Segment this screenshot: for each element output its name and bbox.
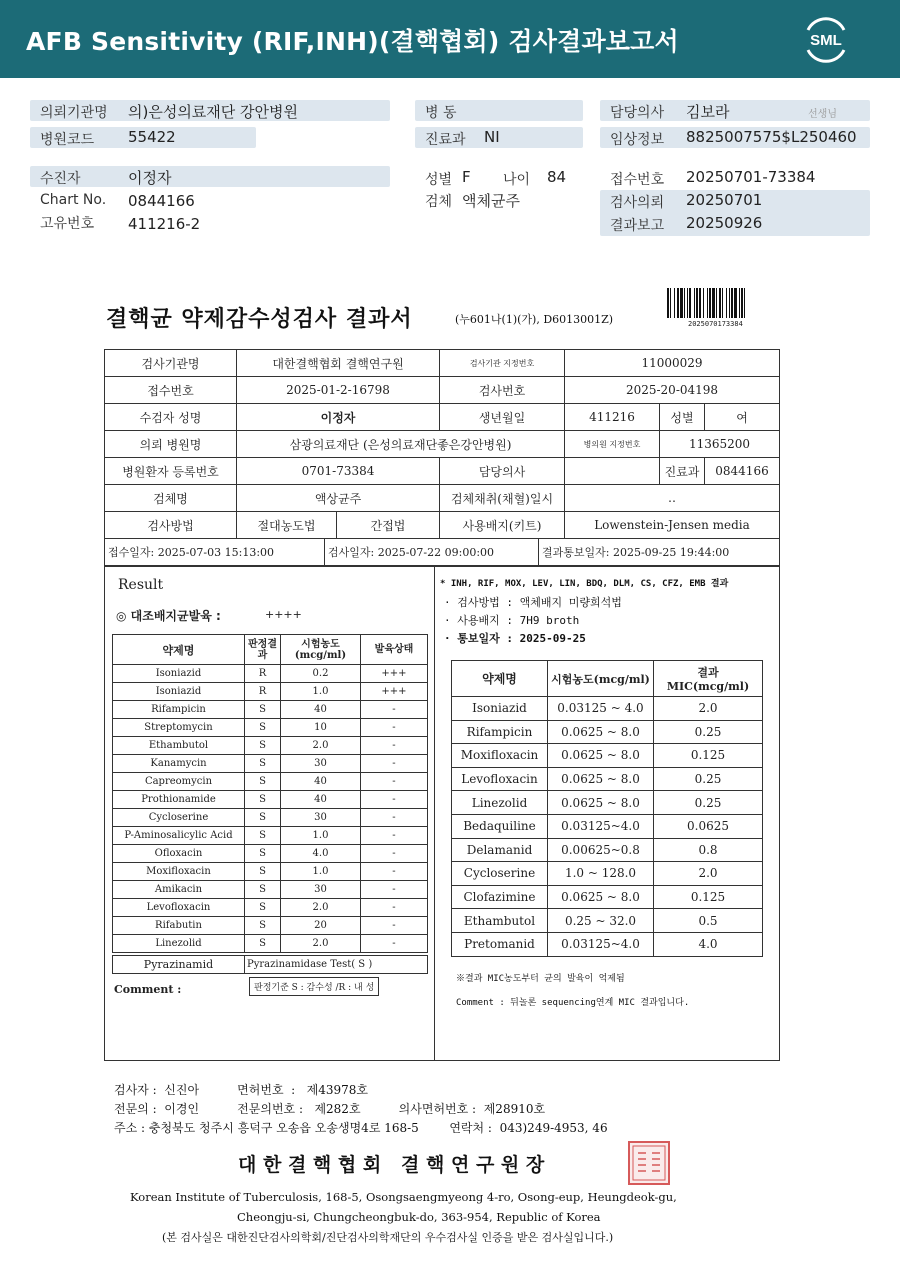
barcode-bar: [674, 288, 675, 318]
table-cell: 0.0625 ~ 8.0: [548, 791, 654, 815]
table-cell: 1.0: [281, 863, 361, 881]
table-row: [452, 697, 763, 721]
barcode-bar: [739, 288, 740, 318]
table-cell: -: [361, 737, 428, 755]
table-cell: 40: [281, 701, 361, 719]
info-cell: 2025-01-2-16798: [237, 377, 440, 404]
table-cell: Moxifloxacin: [452, 744, 548, 768]
table-cell: 0.25: [654, 791, 763, 815]
barcode-bar: [667, 288, 669, 318]
table-cell: 2.0: [654, 697, 763, 721]
doctor-value: 김보라: [686, 103, 730, 121]
table-cell: Rifampicin: [113, 701, 245, 719]
id-value: 411216-2: [128, 215, 201, 233]
info-cell: 대한결핵협회 결핵연구원: [237, 350, 440, 377]
table-cell: 1.0 ~ 128.0: [548, 862, 654, 886]
info-cell: 사용배지(키트): [440, 512, 565, 539]
barcode-bar: [699, 288, 701, 318]
table-cell: 30: [281, 809, 361, 827]
org-name: 대 한 결 핵 협 회 결 핵 연 구 원 장: [238, 1154, 545, 1176]
table-row: [452, 838, 763, 862]
table-cell: S: [245, 899, 281, 917]
footer-line3: 주소 : 충청북도 청주시 흥덕구 오송읍 오송생명4로 168-5 연락처 : 043)249-4953, 46: [114, 1121, 608, 1135]
table-cell: 20: [281, 917, 361, 935]
table-cell: 0.03125 ~ 4.0: [548, 697, 654, 721]
info-cell: 검체명: [105, 485, 237, 512]
info-cell: 간접법: [337, 512, 440, 539]
table-row: [113, 881, 428, 899]
barcode: [667, 288, 777, 318]
table-cell: 2.0: [281, 899, 361, 917]
table-cell: Capreomycin: [113, 773, 245, 791]
info-cell: 절대농도법: [237, 512, 337, 539]
info-cell: ‥: [565, 485, 780, 512]
table-row: [113, 791, 428, 809]
pza-table: [112, 955, 428, 974]
table-cell: 0.03125~4.0: [548, 814, 654, 838]
table-cell: 0.125: [654, 885, 763, 909]
table-cell: -: [361, 791, 428, 809]
barcode-bar: [722, 288, 723, 318]
table-row: [113, 665, 428, 683]
code-label: 병원코드: [40, 132, 95, 148]
patient-value: 이정자: [128, 169, 172, 187]
doctor-label: 담당의사: [610, 105, 665, 121]
info-cell: 담당의사: [440, 458, 565, 485]
header-cell: 약제명: [452, 661, 548, 697]
table-cell: 1.0: [281, 683, 361, 701]
drug-table-left: [112, 634, 428, 953]
table-row: [452, 814, 763, 838]
barcode-bar: [731, 288, 733, 318]
table-cell: Levofloxacin: [452, 767, 548, 791]
table-cell: Cycloserine: [113, 809, 245, 827]
table-cell: S: [245, 917, 281, 935]
dates-table: [104, 538, 780, 566]
header-cell: 판정결과: [245, 635, 281, 665]
table-row: [452, 909, 763, 933]
table-cell: 0.0625: [654, 814, 763, 838]
table-cell: Isoniazid: [113, 683, 245, 701]
barcode-bar: [687, 288, 688, 318]
table-cell: Clofazimine: [452, 885, 548, 909]
date-cell: 결과통보일자: 2025-09-25 19:44:00: [539, 539, 780, 566]
clinic-value: 8825007575$L250460: [686, 128, 857, 146]
info-cell: 접수번호: [105, 377, 237, 404]
chart-label: Chart No.: [40, 192, 107, 208]
table-row: [452, 744, 763, 768]
table-cell: 0.25: [654, 767, 763, 791]
table-cell: Cycloserine: [452, 862, 548, 886]
footer-line1: 검사자 : 신진아 면허번호 : 제43978호: [114, 1083, 369, 1097]
seal-pattern-icon: [630, 1143, 668, 1183]
report-header: [0, 0, 900, 78]
table-cell: -: [361, 917, 428, 935]
table-row: [113, 737, 428, 755]
table-cell: Ethambutol: [452, 909, 548, 933]
date-cell: 접수일자: 2025-07-03 15:13:00: [105, 539, 325, 566]
table-cell: Prothionamide: [113, 791, 245, 809]
table-cell: 30: [281, 755, 361, 773]
table-cell: -: [361, 935, 428, 953]
info-cell: 0844166: [705, 458, 780, 485]
clinic-label: 임상정보: [610, 132, 665, 148]
table-row: [452, 767, 763, 791]
table-cell: -: [361, 827, 428, 845]
barcode-number: 2025070173384: [688, 320, 743, 328]
table-cell: 0.00625~0.8: [548, 838, 654, 862]
table-cell: Ofloxacin: [113, 845, 245, 863]
date-cell: 검사일자: 2025-07-22 09:00:00: [325, 539, 539, 566]
table-cell: S: [245, 701, 281, 719]
barcode-bar: [680, 288, 683, 318]
table-cell: 0.03125~4.0: [548, 932, 654, 956]
official-seal: [628, 1141, 670, 1185]
table-cell: S: [245, 737, 281, 755]
footer-line2: 전문의 : 이경인 전문의번호 : 제282호 의사면허번호 : 제28910호: [114, 1102, 546, 1116]
info-cell: 검체채취(채혈)일시: [440, 485, 565, 512]
header-cell: 시험농도(mcg/ml): [281, 635, 361, 665]
table-cell: Amikacin: [113, 881, 245, 899]
header-cell: 발육상태: [361, 635, 428, 665]
table-cell: 30: [281, 881, 361, 899]
table-cell: 0.0625 ~ 8.0: [548, 767, 654, 791]
ward-label: 병 동: [425, 105, 457, 121]
request-value: 20250701: [686, 191, 763, 209]
barcode-bar: [734, 288, 737, 318]
table-cell: +++: [361, 665, 428, 683]
table-cell: Streptomycin: [113, 719, 245, 737]
control-value: ++++: [265, 608, 302, 621]
table-cell: Levofloxacin: [113, 899, 245, 917]
table-row: [113, 863, 428, 881]
table-cell: 4.0: [654, 932, 763, 956]
table-cell: Kanamycin: [113, 755, 245, 773]
barcode-bar: [712, 288, 715, 318]
header-cell: 시험농도(mcg/ml): [548, 661, 654, 697]
table-cell: 0.25: [654, 720, 763, 744]
barcode-bar: [741, 288, 743, 318]
table-cell: Bedaquiline: [452, 814, 548, 838]
specimen-label: 검체: [425, 194, 453, 210]
barcode-bar: [696, 288, 698, 318]
right-line2: · 검사방법 : 액체배지 미량희석법: [444, 596, 622, 609]
info-cell: 0701-73384: [237, 458, 440, 485]
table-cell: 0.0625 ~ 8.0: [548, 720, 654, 744]
table-cell: Ethambutol: [113, 737, 245, 755]
table-cell: 40: [281, 773, 361, 791]
result-label: Result: [118, 577, 164, 593]
sex-value: F: [462, 168, 471, 186]
info-cell: 11000029: [565, 350, 780, 377]
table-cell: S: [245, 809, 281, 827]
right-note: ※결과 MIC농도부터 균의 발육이 억제됨: [456, 974, 625, 984]
pza-name: Pyrazinamid: [113, 956, 245, 974]
table-cell: Isoniazid: [113, 665, 245, 683]
barcode-bar: [694, 288, 695, 318]
info-cell: 2025-20-04198: [565, 377, 780, 404]
info-cell: 성별: [660, 404, 705, 431]
table-row: [452, 932, 763, 956]
panel-divider: [434, 566, 435, 1061]
info-cell: 삼광의료재단 (은성의료재단좋은강안병원): [237, 431, 565, 458]
header-cell: 약제명: [113, 635, 245, 665]
info-cell: 액상균주: [237, 485, 440, 512]
info-cell: 검사기관명: [105, 350, 237, 377]
table-cell: S: [245, 845, 281, 863]
table-cell: R: [245, 683, 281, 701]
info-cell: 여: [705, 404, 780, 431]
table-row: [113, 683, 428, 701]
table-cell: -: [361, 899, 428, 917]
table-row: [113, 809, 428, 827]
barcode-bar: [729, 288, 730, 318]
info-cell: [565, 458, 660, 485]
table-cell: 4.0: [281, 845, 361, 863]
table-cell: Moxifloxacin: [113, 863, 245, 881]
sex-label: 성별: [425, 172, 453, 188]
table-cell: 0.8: [654, 838, 763, 862]
barcode-bar: [744, 288, 745, 318]
barcode-bar: [726, 288, 727, 318]
table-cell: -: [361, 863, 428, 881]
table-cell: Linezolid: [452, 791, 548, 815]
table-row: [452, 791, 763, 815]
table-cell: S: [245, 935, 281, 953]
table-cell: 0.125: [654, 744, 763, 768]
table-cell: S: [245, 827, 281, 845]
info-cell: 생년월일: [440, 404, 565, 431]
info-cell: 의뢰 병원명: [105, 431, 237, 458]
table-cell: S: [245, 719, 281, 737]
table-row: [113, 773, 428, 791]
specimen-value: 액체균주: [462, 192, 520, 210]
info-cell: 이정자: [237, 404, 440, 431]
right-line1: * INH, RIF, MOX, LEV, LIN, BDQ, DLM, CS, CFZ, EMB 결과: [440, 579, 729, 589]
hospital-value: 의)은성의료재단 강안병원: [128, 103, 299, 121]
table-cell: 0.2: [281, 665, 361, 683]
table-cell: Rifabutin: [113, 917, 245, 935]
table-cell: Isoniazid: [452, 697, 548, 721]
table-cell: S: [245, 881, 281, 899]
drug-table-right: [451, 660, 763, 957]
info-cell: Lowenstein-Jensen media: [565, 512, 780, 539]
right-comment: Comment : 뒤놀론 sequencing연계 MIC 결과입니다.: [456, 998, 690, 1008]
age-label: 나이: [503, 172, 531, 188]
table-row: [452, 885, 763, 909]
info-cell: 검사방법: [105, 512, 237, 539]
doctor-suffix: 선생님: [808, 109, 837, 120]
receipt-value: 20250701-73384: [686, 168, 816, 186]
age-value: 84: [547, 168, 567, 186]
criteria-box: 판정기준 S : 감수성 /R : 내 성: [249, 977, 379, 996]
hospital-label: 의뢰기관명: [40, 105, 108, 121]
table-row: [452, 862, 763, 886]
table-cell: -: [361, 809, 428, 827]
table-row: [113, 899, 428, 917]
pza-value: Pyrazinamidase Test( S ): [245, 956, 428, 974]
dept-value: NI: [484, 128, 500, 146]
right-line3: · 사용배지 : 7H9 broth: [444, 614, 580, 627]
report-value: 20250926: [686, 214, 763, 232]
table-cell: 0.5: [654, 909, 763, 933]
control-label: ◎ 대조배지균발육 :: [116, 609, 221, 623]
table-cell: 40: [281, 791, 361, 809]
table-cell: 0.0625 ~ 8.0: [548, 885, 654, 909]
sml-logo: [800, 14, 852, 64]
table-row: [113, 701, 428, 719]
barcode-bar: [719, 288, 721, 318]
document-subtitle: (누601나(1)(가), D6013001Z): [455, 313, 614, 326]
table-cell: S: [245, 755, 281, 773]
table-cell: 2.0: [281, 935, 361, 953]
barcode-bar: [707, 288, 708, 318]
code-value: 55422: [128, 128, 176, 146]
footer-cert: (본 검사실은 대한진단검사의학회/진단검사의학재단의 우수검사실 인증을 받은 검사실입니다.): [162, 1231, 614, 1244]
table-cell: P-Aminosalicylic Acid: [113, 827, 245, 845]
table-cell: R: [245, 665, 281, 683]
barcode-bar: [709, 288, 711, 318]
barcode-bar: [689, 288, 691, 318]
right-line4: · 통보일자 : 2025-09-25: [444, 632, 586, 645]
table-cell: -: [361, 701, 428, 719]
table-cell: S: [245, 863, 281, 881]
table-cell: -: [361, 881, 428, 899]
table-cell: Delamanid: [452, 838, 548, 862]
table-cell: Rifampicin: [452, 720, 548, 744]
table-cell: +++: [361, 683, 428, 701]
table-cell: 2.0: [654, 862, 763, 886]
table-cell: 1.0: [281, 827, 361, 845]
patient-row-bg: [30, 166, 390, 187]
id-label: 고유번호: [40, 216, 95, 232]
info-cell: 수검자 성명: [105, 404, 237, 431]
table-row: [113, 719, 428, 737]
info-cell: 검사번호: [440, 377, 565, 404]
table-row: [113, 917, 428, 935]
barcode-bar: [716, 288, 717, 318]
barcode-bar: [677, 288, 679, 318]
table-row: [113, 755, 428, 773]
svg-text:SML: SML: [810, 32, 842, 49]
header-cell: 결과 MIC(mcg/ml): [654, 661, 763, 697]
dept-label: 진료과: [425, 132, 466, 148]
report-label: 결과보고: [610, 218, 665, 234]
table-cell: Linezolid: [113, 935, 245, 953]
report-title: AFB Sensitivity (RIF,INH)(결핵협회) 검사결과보고서: [26, 27, 679, 56]
info-cell: 병의원 지정번호: [565, 431, 660, 458]
table-cell: -: [361, 773, 428, 791]
left-comment-label: Comment :: [114, 983, 182, 996]
request-label: 검사의뢰: [610, 195, 665, 211]
table-cell: 10: [281, 719, 361, 737]
info-cell: 11365200: [660, 431, 780, 458]
document-title: 결핵균 약제감수성검사 결과서: [106, 306, 413, 332]
chart-value: 0844166: [128, 192, 195, 210]
table-cell: 0.0625 ~ 8.0: [548, 744, 654, 768]
table-cell: 0.25 ~ 32.0: [548, 909, 654, 933]
footer-en1: Korean Institute of Tuberculosis, 168-5, Osongsaengmyeong 4-ro, Osong-eup, Heungdeok-gu,: [130, 1190, 677, 1204]
barcode-bar: [703, 288, 704, 318]
info-table: [104, 349, 780, 539]
barcode-bar: [684, 288, 685, 318]
info-cell: 검사기관 지정번호: [440, 350, 565, 377]
table-cell: Pretomanid: [452, 932, 548, 956]
footer-en2: Cheongju-si, Chungcheongbuk-do, 363-954, Republic of Korea: [237, 1210, 601, 1224]
table-cell: S: [245, 773, 281, 791]
info-cell: 411216: [565, 404, 660, 431]
table-cell: -: [361, 755, 428, 773]
info-cell: 진료과: [660, 458, 705, 485]
table-row: [113, 935, 428, 953]
barcode-bar: [670, 288, 671, 318]
table-cell: -: [361, 719, 428, 737]
table-cell: -: [361, 845, 428, 863]
table-row: [452, 720, 763, 744]
table-cell: 2.0: [281, 737, 361, 755]
table-row: [113, 845, 428, 863]
table-row: [113, 827, 428, 845]
info-cell: 병원환자 등록번호: [105, 458, 237, 485]
table-cell: S: [245, 791, 281, 809]
patient-label: 수진자: [40, 171, 81, 187]
receipt-label: 접수번호: [610, 172, 665, 188]
